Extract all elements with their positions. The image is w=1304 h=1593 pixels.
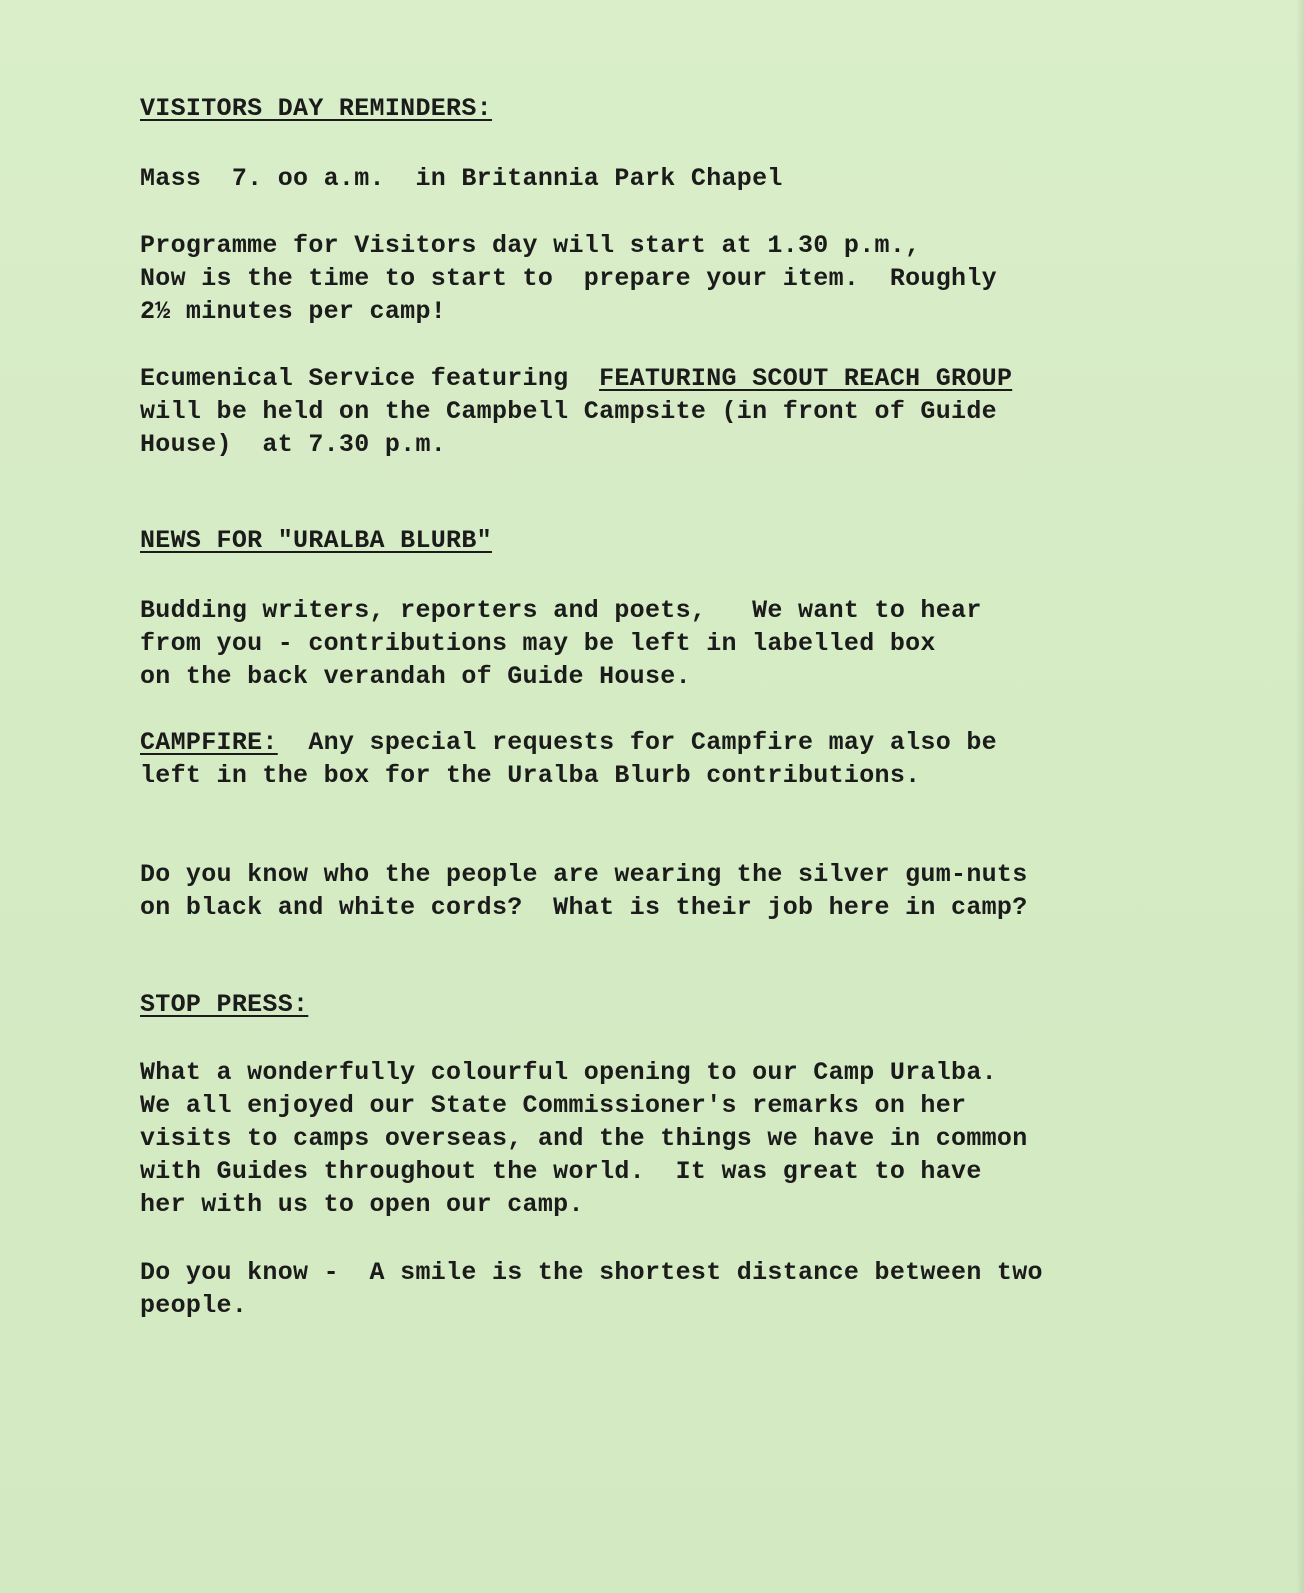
stop-press-line: with Guides throughout the world. It was great to have [140, 1157, 982, 1186]
campfire-heading: CAMPFIRE: [140, 728, 278, 757]
stop-press-line: We all enjoyed our State Commissioner's remarks on her [140, 1091, 967, 1120]
question-line: Do you know who the people are wearing the silver gum-nuts [140, 860, 1028, 889]
closing-line: people. [140, 1291, 248, 1320]
news-line: Budding writers, reporters and poets, We want to hear [140, 596, 982, 625]
campfire-paragraph: CAMPFIRE: Any special requests for Campfire may also be left in the box for the Uralba Blurb contributions. [140, 728, 997, 790]
news-line: on the back verandah of Guide House. [140, 662, 691, 691]
ecumenical-line: House) at 7.30 p.m. [140, 430, 447, 459]
ecumenical-line: will be held on the Campbell Campsite (in front of Guide [140, 397, 997, 426]
closing-paragraph [140, 1256, 1043, 1322]
stop-press-line: What a wonderfully colourful opening to our Camp Uralba. [140, 1058, 997, 1087]
stop-press-heading: STOP PRESS: [140, 990, 309, 1019]
campfire-line: left in the box for the Uralba Blurb contributions. [140, 761, 921, 790]
closing-line: Do you know - A smile is the shortest distance between two [140, 1258, 1043, 1287]
programme-line: 2½ minutes per camp! [140, 297, 447, 326]
news-line: from you - contributions may be left in labelled box [140, 629, 936, 658]
programme-line: Now is the time to start to prepare your item. Roughly [140, 264, 997, 293]
visitors-day-heading: VISITORS DAY REMINDERS: [140, 94, 492, 123]
stop-press-line: her with us to open our camp. [140, 1190, 584, 1219]
news-heading: NEWS FOR "URALBA BLURB" [140, 526, 492, 555]
page-edge-shadow [1296, 0, 1304, 1593]
question-line: on black and white cords? What is their job here in camp? [140, 893, 1028, 922]
stop-press-paragraph [140, 1056, 1028, 1221]
mass-line: Mass 7. oo a.m. in Britannia Park Chapel [140, 164, 783, 193]
ecumenical-line: Ecumenical Service featuring FEATURING SCOUT REACH GROUP [140, 364, 1013, 393]
question-paragraph [140, 858, 1028, 924]
news-paragraph [140, 594, 982, 693]
featuring-group-underlined: FEATURING SCOUT REACH GROUP [599, 364, 1013, 393]
stop-press-line: visits to camps overseas, and the things we have in common [140, 1124, 1028, 1153]
programme-line: Programme for Visitors day will start at 1.30 p.m., [140, 231, 921, 260]
programme-paragraph [140, 229, 997, 328]
ecumenical-paragraph [140, 362, 1012, 461]
